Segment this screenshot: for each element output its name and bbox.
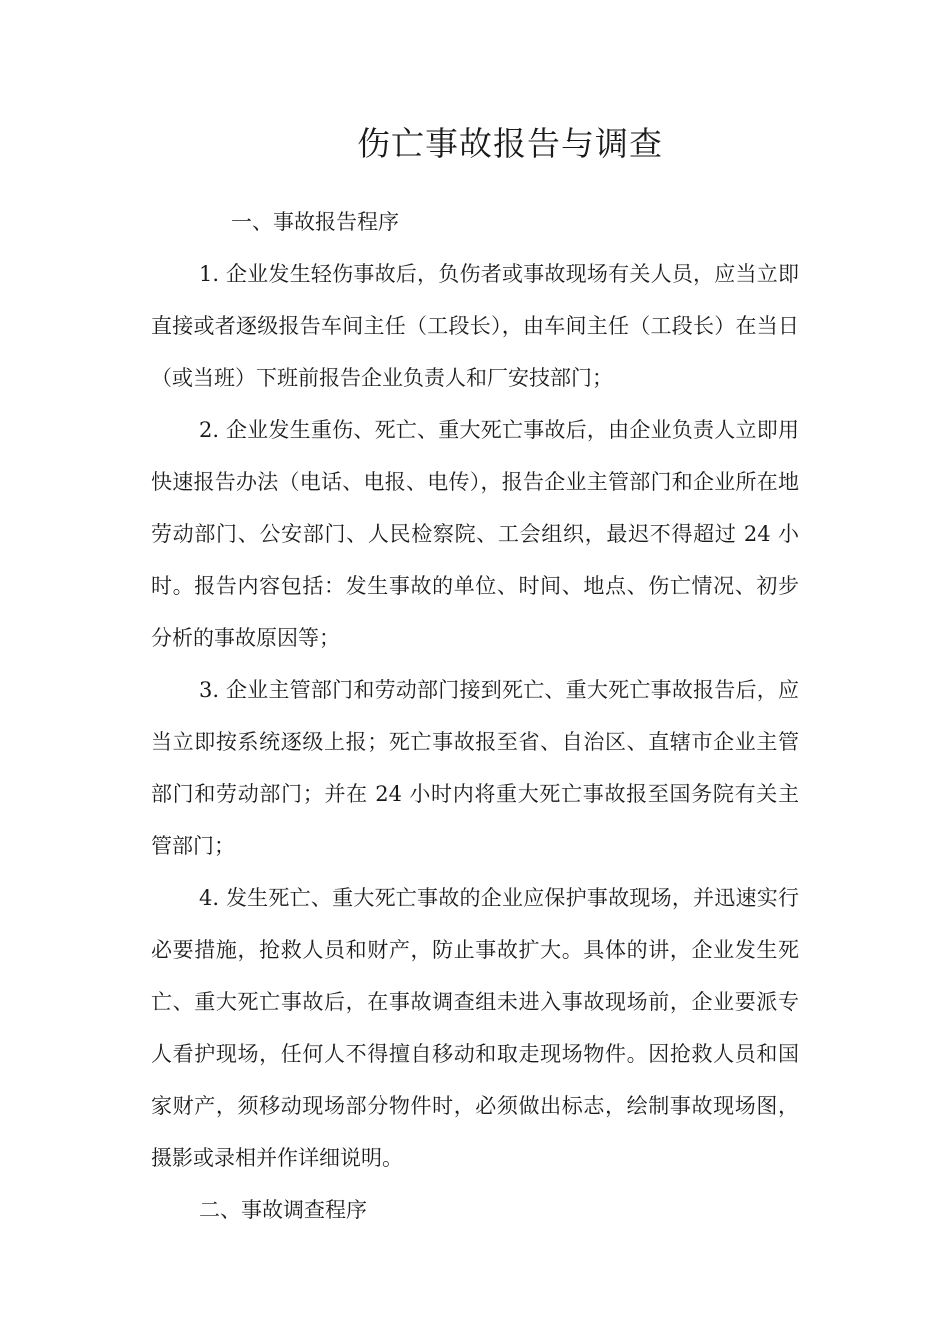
section-heading-investigation-procedure: 二、事故调查程序 [199, 1198, 367, 1222]
paragraph-3: 3. 企业主管部门和劳动部门接到死亡、重大死亡事故报告后，应当立即按系统逐级上报；死亡事故报至省、自治区、直辖市企业主管部门和劳动部门；并在 24 小时内将重大死亡事故报至国务院有关主管部门； [151, 678, 799, 858]
paragraph-4: 4. 发生死亡、重大死亡事故的企业应保护事故现场，并迅速实行必要措施，抢救人员和财产，防止事故扩大。具体的讲，企业发生死亡、重大死亡事故后，在事故调查组未进入事故现场前，企业要派专人看护现场，任何人不得擅自移动和取走现场物件。因抢救人员和国家财产，须移动现场部分物件时，必须做出标志，绘制事故现场图，摄影或录相并作详细说明。 [151, 886, 799, 1170]
section-heading-report-procedure: 一、事故报告程序 [231, 210, 399, 234]
paragraph-2: 2. 企业发生重伤、死亡、重大死亡事故后，由企业负责人立即用快速报告办法（电话、电报、电传），报告企业主管部门和企业所在地劳动部门、公安部门、人民检察院、工会组织，最迟不得超过 24 小时。报告内容包括：发生事故的单位、时间、地点、伤亡情况、初步分析的事故原因等； [151, 418, 799, 650]
document-title: 伤亡事故报告与调查 [357, 124, 663, 163]
document-body [151, 196, 799, 1236]
paragraph-1: 1. 企业发生轻伤事故后，负伤者或事故现场有关人员，应当立即直接或者逐级报告车间主任（工段长），由车间主任（工段长）在当日（或当班）下班前报告企业负责人和厂安技部门； [151, 262, 799, 390]
